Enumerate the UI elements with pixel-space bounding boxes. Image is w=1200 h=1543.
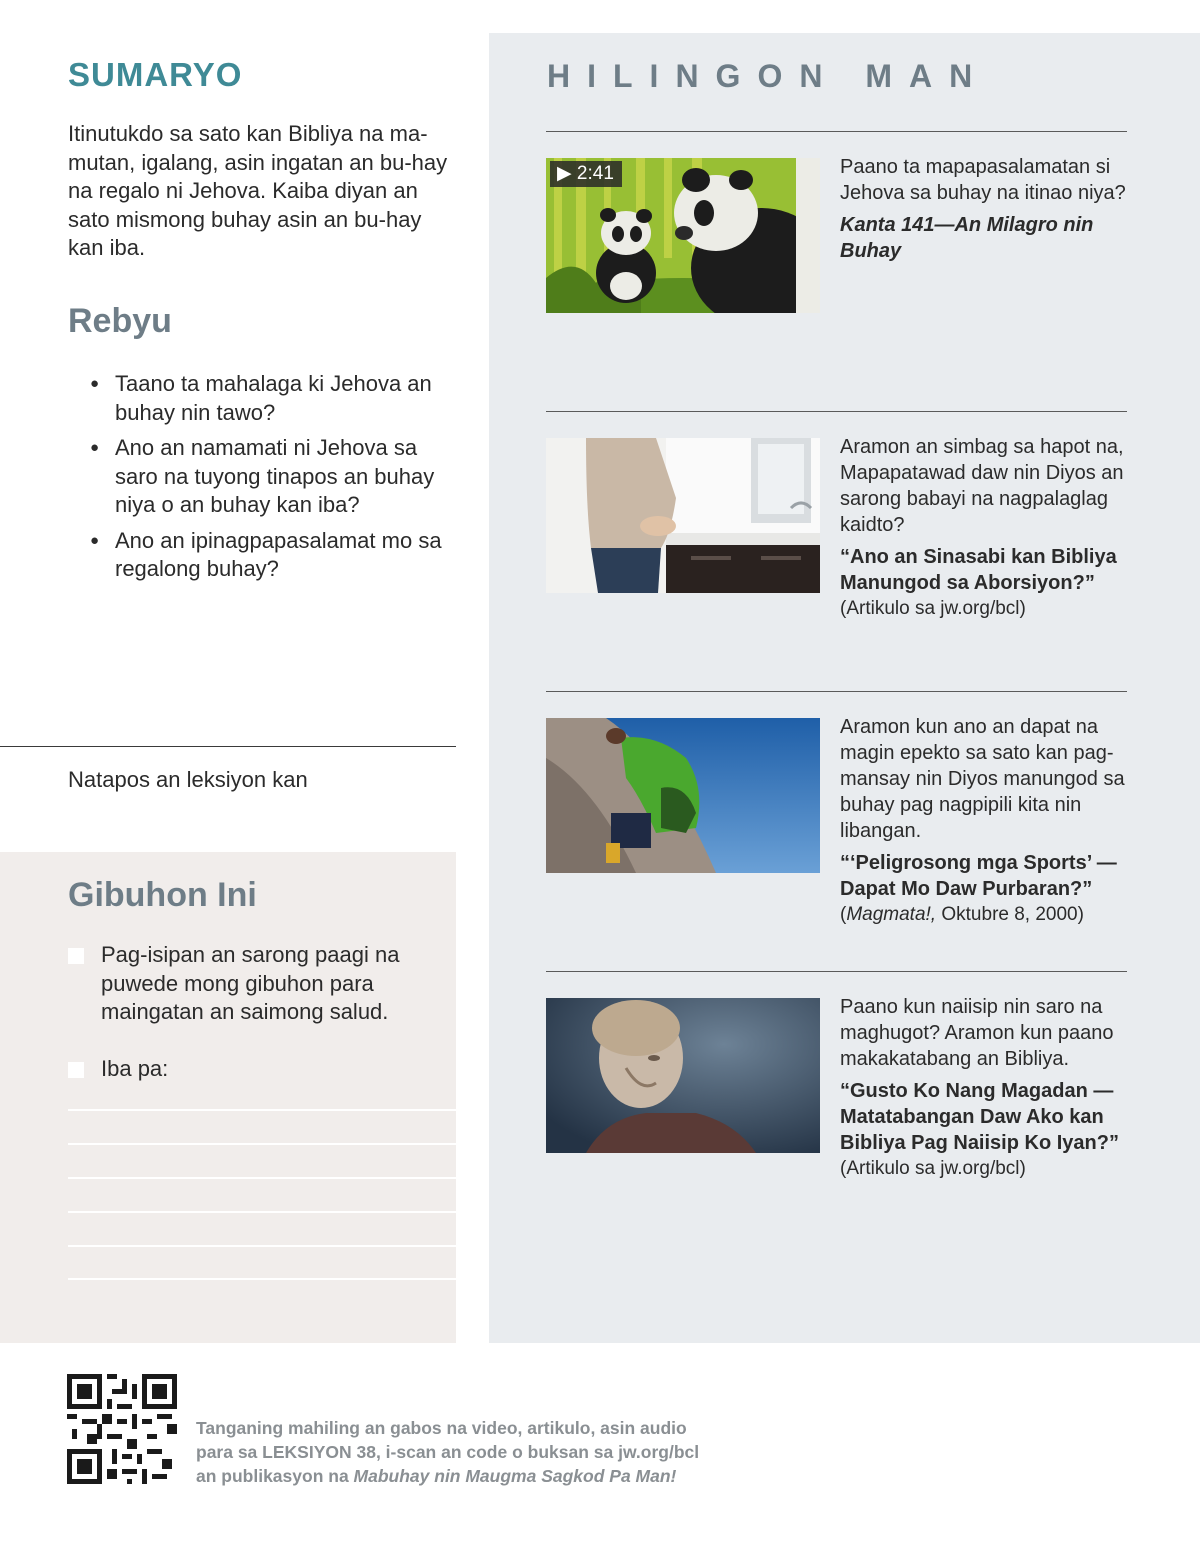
review-question: ● Ano an ipinagpapasalamat mo sa regalong buhay? [90,527,460,584]
source-part: Oktubre 8, 2000) [936,904,1084,925]
explore-item-text [840,994,1130,1182]
explore-item-text [840,154,1130,264]
task-checkbox[interactable] [68,1062,84,1078]
writing-line[interactable] [68,1143,456,1145]
writing-line[interactable] [68,1211,456,1213]
explore-item-text [840,714,1130,928]
footer-line: Tanganing mahiling an gabos na video, artikulo, asin audio [196,1418,687,1438]
video-duration-badge [550,161,622,187]
writing-line[interactable] [68,1177,456,1179]
writing-line[interactable] [68,1245,456,1247]
article-thumbnail[interactable] [546,998,820,1153]
video-duration: 2:41 [576,163,614,184]
item-source: (Artikulo sa jw.org/bcl) [840,598,1026,619]
source-publication: Magmata!, [846,904,937,925]
item-reference-link[interactable]: “Gusto Ko Nang Magadan —Matatabangan Daw Ako kan Bibliya Pag Naiisip Ko Iyan?” [840,1080,1119,1154]
summary-title: SUMARYO [68,56,243,93]
article-thumbnail[interactable] [546,718,820,873]
item-reference-link[interactable]: “‘Peligrosong mga Sports’ —Dapat Mo Daw Purbaran?” [840,852,1117,900]
pregnant-woman-photo [546,438,820,593]
writing-line[interactable] [68,1109,456,1111]
footer-line [196,1464,756,1488]
divider [0,746,456,747]
divider [546,131,1127,132]
item-description: Aramon an simbag sa hapot na, Mapapatawad daw nin Diyos an sarong babayi na nagpalaglag kaidto? [840,436,1124,536]
footer-text [196,1416,756,1488]
divider [546,691,1127,692]
publication-title[interactable]: Mabuhay nin Maugma Sagkod Pa Man! [353,1466,677,1486]
task-text: Pag-isipan an sarong paagi na puwede mong gibuhon para maingatan an saimong salud. [101,942,400,1024]
task-checkbox[interactable] [68,948,84,964]
video-thumbnail[interactable] [546,158,820,313]
footer-line: para sa LEKSIYON 38, i-scan an code o buksan sa jw.org/bcl [196,1442,700,1462]
item-description: Paano ta mapapasalamatan si Jehova sa buhay na itinao niya? [840,156,1126,204]
explore-item-text [840,434,1130,622]
sad-man-illustration [546,998,820,1153]
review-title: Rebyu [68,302,172,340]
review-question: ● Taano ta mahalaga ki Jehova an buhay nin tawo? [90,370,460,427]
review-questions [90,370,460,591]
item-description: Aramon kun ano an dapat na magin epekto sa sato kan pag-mansay nin Diyos manungod sa buhay pag nagpipili kita nin libangan. [840,716,1125,842]
source-part: ( [840,904,847,925]
tasks-panel [0,852,456,1343]
writing-line[interactable] [68,1278,456,1280]
tasks-title: Gibuhon Ini [68,876,257,914]
divider [546,411,1127,412]
item-reference-link[interactable]: Kanta 141—An Milagro nin Buhay [840,214,1094,262]
item-source [840,902,1130,928]
rock-climber-photo [546,718,820,873]
task-text: Iba pa: [101,1056,169,1081]
item-source: (Artikulo sa jw.org/bcl) [840,1158,1026,1179]
qr-code-icon[interactable] [67,1374,177,1484]
play-icon: ▶ [557,163,572,184]
summary-text: Itinutukdo sa sato kan Bibliya na ma-mutan, igalang, asin ingatan an bu-hay na regalo ni Jehova. Kaiba diyan an sato mismong buhay asin an bu-hay kan iba. [68,121,448,260]
footer-text-part: an publikasyon na [196,1466,354,1486]
article-thumbnail[interactable] [546,438,820,593]
item-description: Paano kun naiisip nin saro na maghugot? Aramon kun paano makakatabang an Bibliya. [840,996,1114,1070]
divider [546,971,1127,972]
completed-label: Natapos an leksiyon kan [68,767,308,792]
item-reference-link[interactable]: “Ano an Sinasabi kan Bibliya Manungod sa Aborsiyon?” [840,546,1117,594]
review-question: ● Ano an namamati ni Jehova sa saro na tuyong tinapos an buhay niya o an buhay kan iba? [90,434,460,520]
explore-title: HILINGON MAN [547,58,990,94]
